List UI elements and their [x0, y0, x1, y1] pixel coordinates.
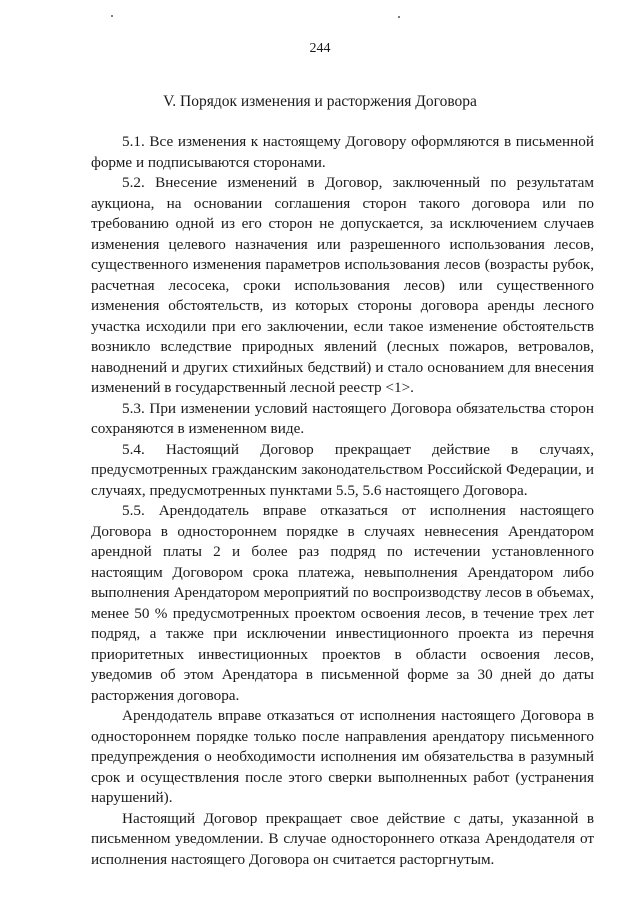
section-title: V. Порядок изменения и расторжения Договора: [163, 93, 477, 110]
scan-speck: [398, 16, 400, 18]
scan-speck: [111, 15, 113, 17]
paragraph-5-2: 5.2. Внесение изменений в Договор, заключенный по результатам аукциона, на основании соглашения сторон такого договора или по требованию одной из его сторон не допускается, за исключением случаев изменения целевого назначения или разрешенного использования лесов, существенного изменения параметров использования лесов (возрасты рубок, расчетная лесосека, сроки использования лесов) или существенного изменения обстоятельств, из которых стороны договора аренды лесного участка исходили при его заключении, если такое изменение обстоятельств возникло вследствие природных явлений (лесных пожаров, ветровалов, наводнений и других стихийных бедствий) и стало основанием для внесения изменений в государственный лесной реестр <1>.: [91, 174, 594, 396]
paragraph-5-3: 5.3. При изменении условий настоящего Договора обязательства сторон сохраняются в измененном виде.: [91, 399, 594, 437]
paragraph-5-1: 5.1. Все изменения к настоящему Договору оформляются в письменной форме и подписываются сторонами.: [91, 133, 594, 171]
paragraph-5-4: 5.4. Настоящий Договор прекращает действие в случаях, предусмотренных гражданским законодательством Российской Федерации, и случаях, предусмотренных пунктами 5.5, 5.6 настоящего Договора.: [91, 440, 594, 499]
paragraph-landlord-notice: Арендодатель вправе отказаться от исполнения настоящего Договора в одностороннем порядке только после направления арендатору письменного предупреждения о необходимости исполнения им обязательства в разумный срок и осуществления после этого сверки выполненных работ (устранения нарушений).: [91, 707, 594, 806]
paragraph-termination: Настоящий Договор прекращает свое действие с даты, указанной в письменном уведомлении. В случае одностороннего отказа Арендодателя от исполнения настоящего Договора он считается расторгнутым.: [91, 809, 594, 868]
paragraph-5-5: 5.5. Арендодатель вправе отказаться от исполнения настоящего Договора в одностороннем порядке в случаях невнесения Арендатором арендной платы 2 и более раз подряд по истечении установленного настоящим Договором срока платежа, невыполнения Арендатором либо выполнения Арендатором мероприятий по воспроизводству лесов в объемах, менее 50 % предусмотренных проектом освоения лесов, в течение трех лет подряд, а также при исключении инвестиционного проекта из перечня приоритетных инвестиционных проектов в области освоения лесов, уведомив об этом Арендатора в письменной форме за 30 дней до даты расторжения договора.: [91, 502, 594, 704]
page-number: 244: [309, 41, 331, 56]
document-body: [91, 132, 594, 870]
